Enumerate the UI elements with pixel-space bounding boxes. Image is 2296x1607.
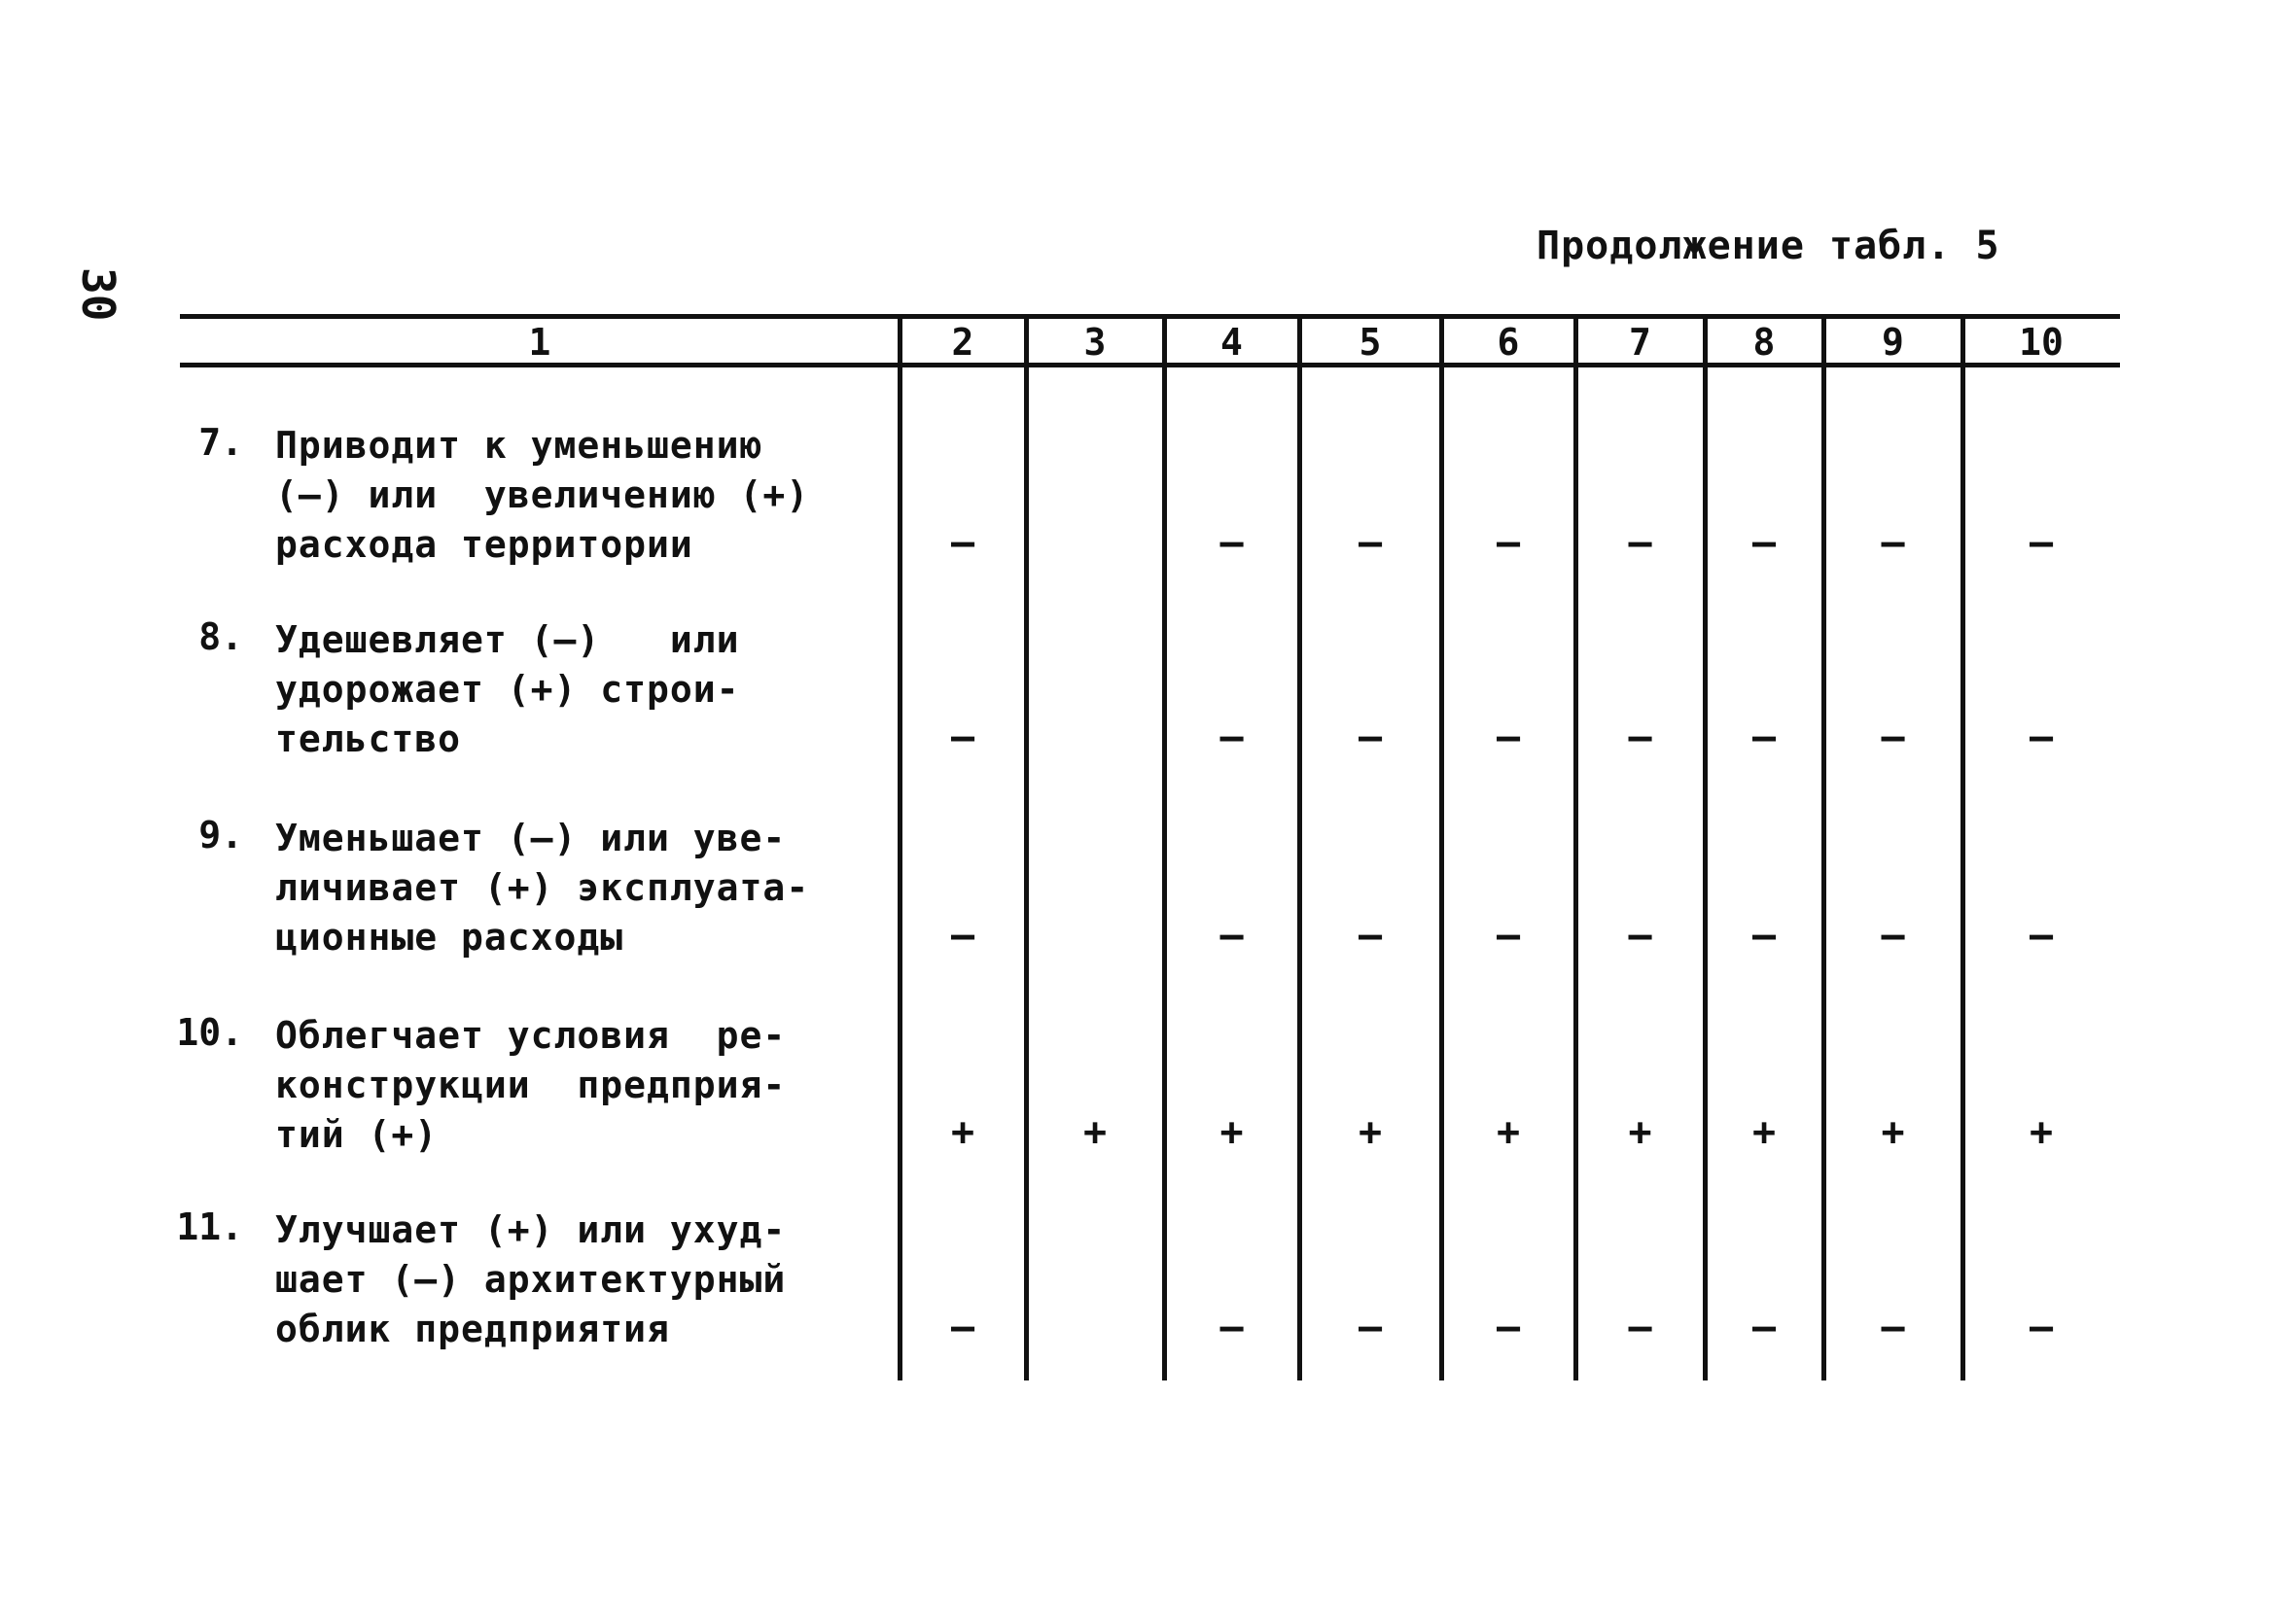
- cell-mark: –: [950, 715, 975, 759]
- cell-mark: –: [1219, 913, 1244, 958]
- column-header-10: 10: [2019, 321, 2064, 364]
- column-rule: [1439, 314, 1444, 1380]
- cell-mark: –: [1628, 1305, 1652, 1349]
- table-caption: Продолжение табл. 5: [1537, 224, 2000, 268]
- row-description-line: Улучшает (+) или ухуд-: [275, 1208, 787, 1251]
- cell-mark: –: [1881, 520, 1905, 565]
- cell-mark: –: [1219, 715, 1244, 759]
- column-rule: [1297, 314, 1302, 1380]
- column-header-7: 7: [1629, 321, 1651, 364]
- row-description-line: шает (–) архитектурный: [275, 1258, 787, 1301]
- column-header-9: 9: [1882, 321, 1904, 364]
- cell-mark: –: [1496, 913, 1521, 958]
- cell-mark: –: [2029, 913, 2054, 958]
- row-description-line: Уменьшает (–) или уве-: [275, 817, 787, 859]
- cell-mark: –: [1496, 1305, 1521, 1349]
- row-description-line: расхода территории: [275, 523, 693, 566]
- cell-mark: +: [2029, 1110, 2054, 1155]
- cell-mark: –: [950, 1305, 975, 1349]
- cell-mark: +: [950, 1110, 975, 1155]
- cell-mark: –: [1358, 715, 1383, 759]
- cell-mark: –: [1751, 715, 1777, 759]
- row-description-line: тий (+): [275, 1113, 439, 1156]
- cell-mark: –: [1881, 1305, 1905, 1349]
- row-number: 11.: [176, 1205, 243, 1248]
- row-description-line: (–) или увеличению (+): [275, 473, 810, 516]
- column-rule: [1703, 314, 1708, 1380]
- cell-mark: +: [1628, 1110, 1652, 1155]
- row-description-line: личивает (+) эксплуата-: [275, 866, 810, 909]
- column-rule: [898, 314, 902, 1380]
- cell-mark: –: [1881, 715, 1905, 759]
- column-header-3: 3: [1083, 321, 1107, 364]
- cell-mark: –: [1219, 520, 1244, 565]
- cell-mark: –: [2029, 520, 2054, 565]
- row-description-line: Облегчает условия ре-: [275, 1014, 787, 1057]
- column-rule: [1573, 314, 1578, 1380]
- cell-mark: –: [1358, 1305, 1383, 1349]
- column-header-6: 6: [1497, 321, 1520, 364]
- cell-mark: –: [1628, 520, 1652, 565]
- column-header-8: 8: [1752, 321, 1776, 364]
- cell-mark: +: [1751, 1110, 1777, 1155]
- cell-mark: –: [950, 520, 975, 565]
- cell-mark: –: [1358, 913, 1383, 958]
- row-number: 9.: [198, 814, 243, 856]
- row-description-line: Удешевляет (–) или: [275, 618, 740, 661]
- cell-mark: –: [1496, 520, 1521, 565]
- row-description-line: удорожает (+) строи-: [275, 668, 740, 711]
- cell-mark: –: [1628, 913, 1652, 958]
- column-rule: [1162, 314, 1167, 1380]
- row-number: 7.: [198, 421, 243, 464]
- cell-mark: –: [1496, 715, 1521, 759]
- cell-mark: –: [1751, 1305, 1777, 1349]
- cell-mark: +: [1358, 1110, 1383, 1155]
- cell-mark: +: [1082, 1110, 1108, 1155]
- cell-mark: –: [1751, 520, 1777, 565]
- row-description-line: Приводит к уменьшению: [275, 424, 763, 467]
- cell-mark: +: [1496, 1110, 1521, 1155]
- column-rule: [1960, 314, 1965, 1380]
- column-rule: [1821, 314, 1826, 1380]
- cell-mark: –: [950, 913, 975, 958]
- row-description-line: тельство: [275, 717, 462, 760]
- row-description-line: ционные расходы: [275, 916, 624, 959]
- cell-mark: –: [1358, 520, 1383, 565]
- row-number: 8.: [198, 615, 243, 658]
- cell-mark: –: [1751, 913, 1777, 958]
- column-rule: [1024, 314, 1029, 1380]
- cell-mark: –: [1881, 913, 1905, 958]
- row-description-line: конструкции предприя-: [275, 1064, 787, 1106]
- cell-mark: –: [2029, 715, 2054, 759]
- row-number: 10.: [176, 1011, 243, 1054]
- page-number: 30: [72, 267, 124, 322]
- column-header-5: 5: [1359, 321, 1382, 364]
- column-header-1: 1: [528, 321, 551, 364]
- column-header-2: 2: [951, 321, 974, 364]
- column-header-4: 4: [1220, 321, 1243, 364]
- cell-mark: +: [1881, 1110, 1905, 1155]
- row-description-line: облик предприятия: [275, 1308, 670, 1350]
- cell-mark: –: [2029, 1305, 2054, 1349]
- cell-mark: –: [1219, 1305, 1244, 1349]
- cell-mark: –: [1628, 715, 1652, 759]
- cell-mark: +: [1219, 1110, 1244, 1155]
